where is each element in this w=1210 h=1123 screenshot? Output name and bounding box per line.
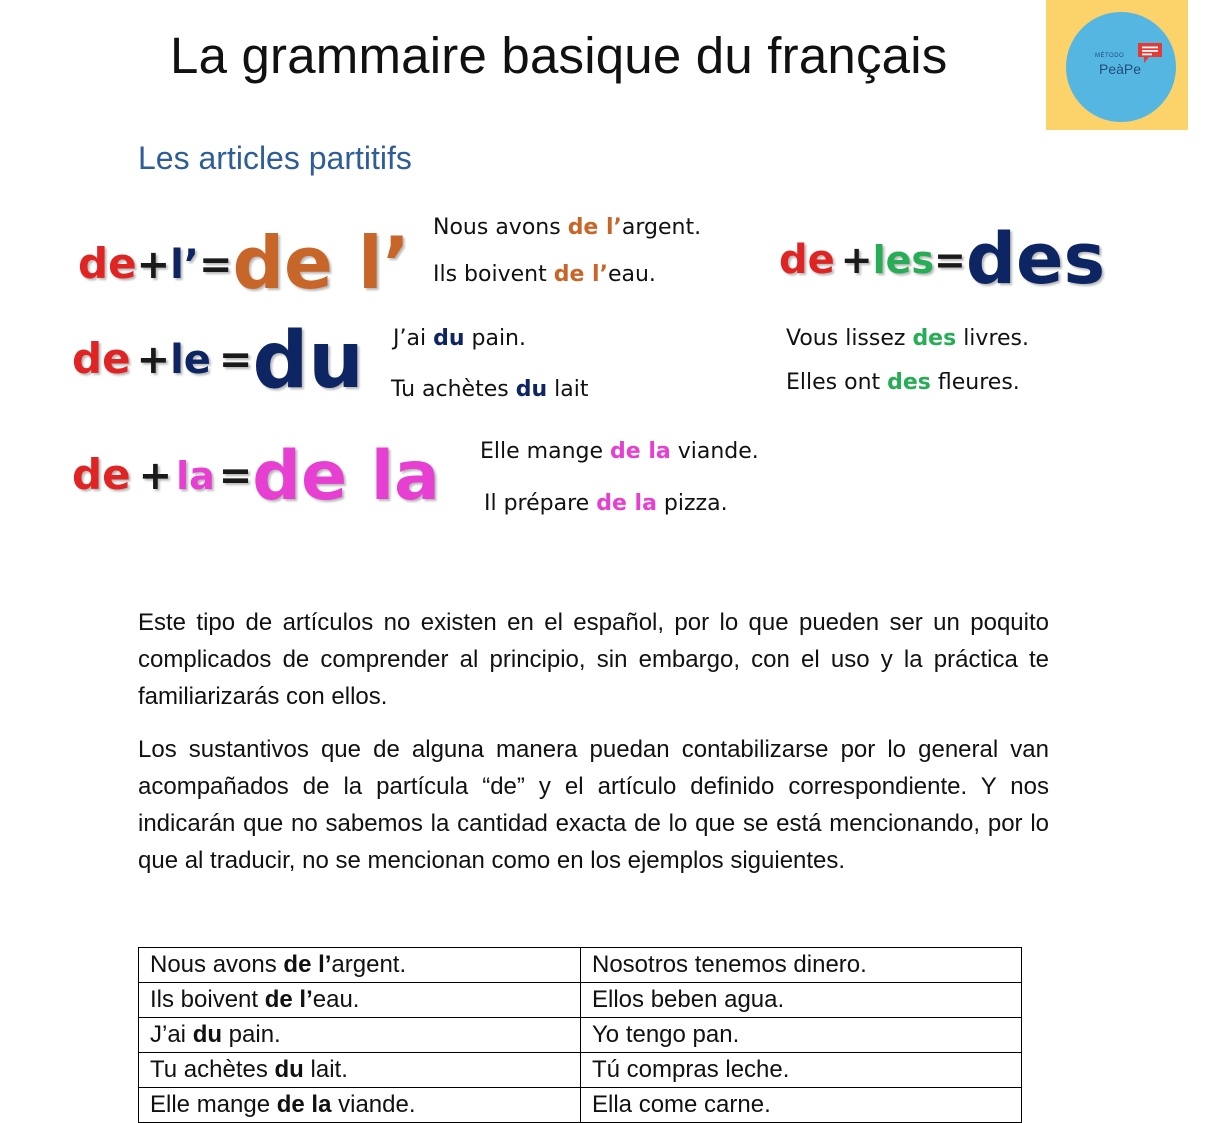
- example-line: [433, 215, 701, 240]
- table-row: [139, 1018, 1022, 1053]
- paragraph: Este tipo de artículos no existen en el español, por lo que pueden ser un poquito complicados de comprender al principio, sin embargo, con el uso y la práctica te familiarizarás con ellos.: [138, 609, 1049, 710]
- example-text: lait: [547, 377, 589, 402]
- rule-plus: +: [136, 337, 171, 383]
- example-line: [393, 326, 526, 351]
- example-line: [484, 491, 728, 516]
- example-line: [786, 370, 1020, 395]
- table-row: [139, 1053, 1022, 1088]
- rule-de-l: [78, 221, 410, 305]
- spanish-cell: Yo tengo pan.: [581, 1018, 1022, 1053]
- logo-small-text: MÉTODO: [1095, 53, 1125, 59]
- cell-article: de l’: [264, 986, 313, 1013]
- example-text: livres.: [956, 326, 1029, 351]
- french-cell: [139, 1018, 581, 1053]
- example-text: argent.: [621, 215, 702, 240]
- example-text: Elle mange: [480, 439, 611, 464]
- rule-equals: =: [218, 453, 253, 499]
- french-cell: [139, 948, 581, 983]
- rule-plus: +: [138, 453, 173, 499]
- rule-article: le: [170, 337, 211, 383]
- example-text: Ils boivent: [433, 262, 554, 287]
- example-text: pizza.: [656, 491, 728, 516]
- table-row: [139, 983, 1022, 1018]
- translation-table: [138, 947, 1022, 1123]
- rule-result: du: [252, 316, 364, 406]
- cell-text: lait.: [303, 1056, 348, 1083]
- example-text: J’ai: [393, 326, 434, 351]
- french-cell: [139, 1088, 581, 1123]
- rule-plus: +: [840, 238, 873, 282]
- section-heading: Les articles partitifs: [138, 140, 412, 176]
- example-text: Vous lissez: [786, 326, 913, 351]
- paragraph: Los sustantivos que de alguna manera puedan contabilizarse por lo general van acompañados de la partícula “de” y el artículo definido correspondiente. Y nos indicarán que no sabemos la cantidad exacta de lo que se está mencionando, por lo que al traducir, no se mencionan como en los ejemplos siguientes.: [138, 736, 1049, 874]
- cell-text: viande.: [331, 1091, 416, 1118]
- rule-de-le: [72, 316, 364, 406]
- cell-article: du: [274, 1056, 304, 1083]
- page-title: La grammaire basique du français: [170, 27, 948, 84]
- rule-result: des: [965, 218, 1106, 300]
- rule-plus: +: [136, 242, 171, 288]
- logo-name: PeàPe: [1099, 61, 1142, 77]
- cell-article: de l’: [283, 951, 332, 978]
- example-article: des: [912, 326, 957, 351]
- spanish-cell: Nosotros tenemos dinero.: [581, 948, 1022, 983]
- example-text: Elles ont: [786, 370, 888, 395]
- example-line: [391, 377, 588, 402]
- cell-text: argent.: [331, 951, 407, 978]
- example-text: fleures.: [930, 370, 1020, 395]
- french-cell: [139, 983, 581, 1018]
- rule-result: de la: [252, 437, 440, 516]
- rule-de-la: [72, 437, 440, 516]
- example-article: du: [515, 377, 548, 402]
- rule-de: de: [78, 239, 137, 288]
- cell-text: Ils boivent: [150, 986, 265, 1013]
- example-line: [480, 439, 759, 464]
- spanish-cell: Ella come carne.: [581, 1088, 1022, 1123]
- rule-article: les: [872, 238, 935, 282]
- rule-equals: =: [218, 337, 253, 383]
- example-text: pain.: [464, 326, 526, 351]
- example-text: viande.: [670, 439, 759, 464]
- rule-article: l’: [170, 242, 199, 288]
- example-text: eau.: [607, 262, 656, 287]
- example-article: de la: [610, 439, 671, 464]
- rule-equals: =: [198, 242, 233, 288]
- rule-de-les: [779, 218, 1106, 300]
- spanish-cell: Tú compras leche.: [581, 1053, 1022, 1088]
- rule-de: de: [72, 334, 131, 383]
- example-text: Tu achètes: [391, 377, 516, 402]
- cell-text: pain.: [222, 1021, 281, 1048]
- cell-article: du: [192, 1021, 223, 1048]
- example-article: de l’: [553, 262, 608, 287]
- rule-de: de: [72, 450, 131, 499]
- example-text: Il prépare: [484, 491, 597, 516]
- example-article: de l’: [567, 215, 622, 240]
- example-line: [433, 262, 656, 287]
- table-row: [139, 948, 1022, 983]
- cell-text: Elle mange: [150, 1091, 277, 1118]
- chat-bubble-icon: [1137, 42, 1163, 64]
- rule-article: la: [176, 454, 215, 498]
- spanish-cell: Ellos beben agua.: [581, 983, 1022, 1018]
- cell-text: Tu achètes: [150, 1056, 275, 1083]
- french-cell: [139, 1053, 581, 1088]
- rule-equals: =: [934, 238, 966, 282]
- cell-text: eau.: [312, 986, 360, 1013]
- table-row: [139, 1088, 1022, 1123]
- rule-de: de: [779, 237, 835, 283]
- cell-text: Nous avons: [150, 951, 284, 978]
- example-text: Nous avons: [433, 215, 568, 240]
- cell-text: J’ai: [150, 1021, 193, 1048]
- example-line: [786, 326, 1029, 351]
- example-article: du: [433, 326, 465, 351]
- rule-result: de l’: [232, 221, 410, 305]
- example-article: des: [887, 370, 931, 395]
- cell-article: de la: [276, 1091, 332, 1118]
- example-article: de la: [596, 491, 657, 516]
